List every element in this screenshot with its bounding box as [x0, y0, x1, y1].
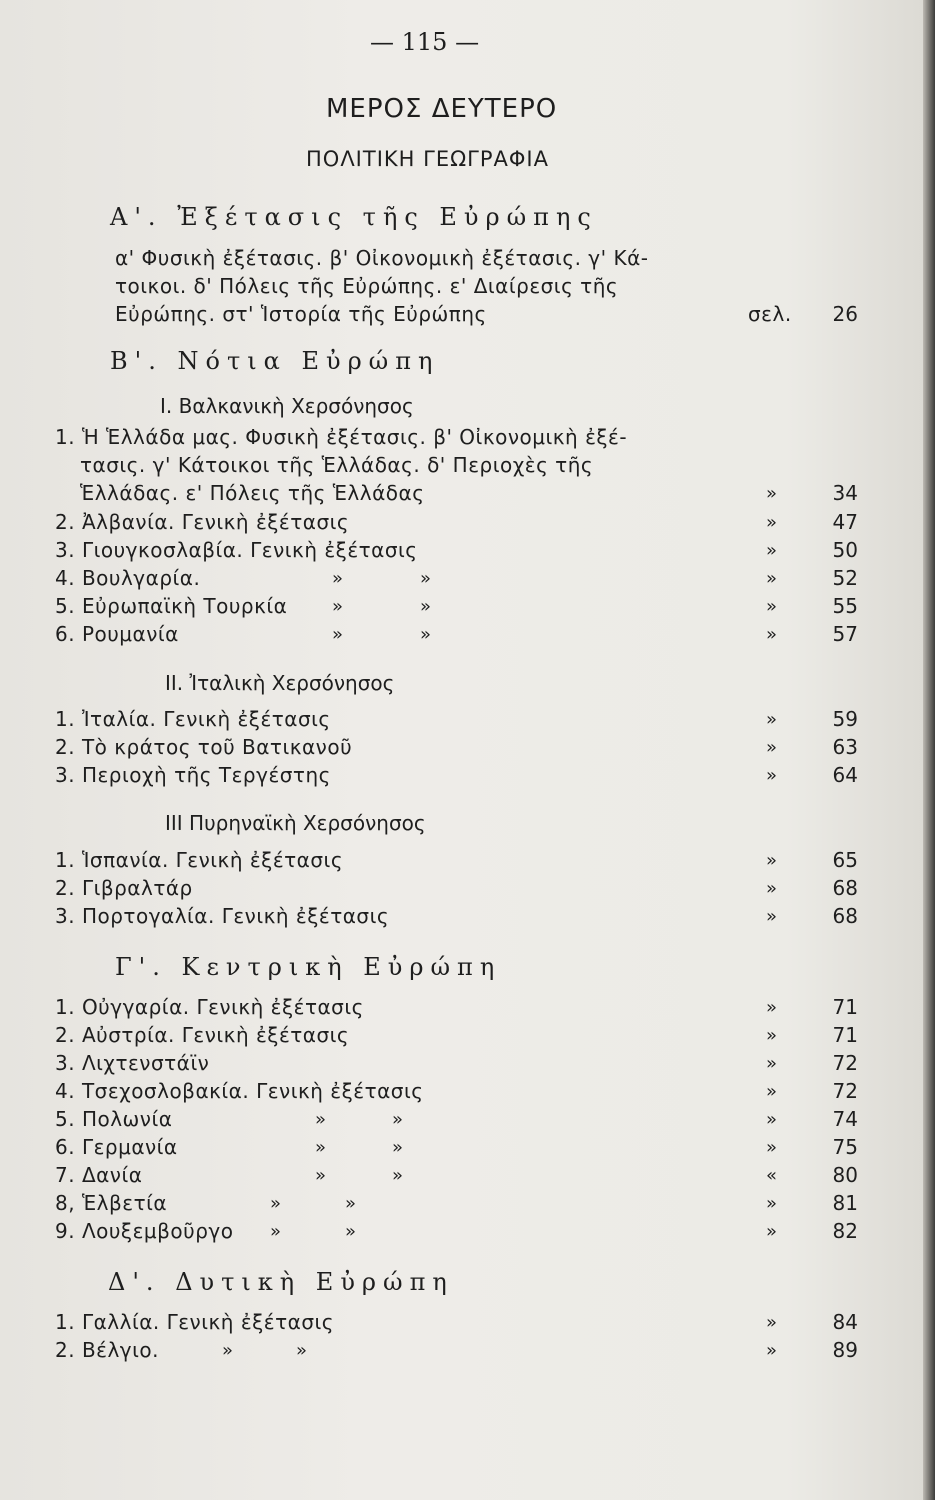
page-ref: 63: [832, 735, 858, 759]
ditto-mark: »: [420, 568, 432, 589]
page-edge-shadow: [923, 0, 935, 1500]
ditto-mark: »: [766, 997, 778, 1018]
toc-entry-text: 2. Ἀλβανία. Γενικὴ ἐξέτασις: [55, 510, 350, 534]
ditto-mark: »: [315, 1137, 327, 1158]
ditto-mark: »: [222, 1340, 234, 1361]
page-ref: 75: [832, 1135, 858, 1159]
section-b-heading: Β'. Νότια Εὐρώπη: [110, 347, 440, 375]
part-title: ΜΕΡΟΣ ΔΕΥΤΕΡΟ: [326, 94, 558, 124]
ditto-mark: »: [766, 906, 778, 927]
ditto-mark: »: [766, 1109, 778, 1130]
ditto-mark: »: [270, 1193, 282, 1214]
page-ref: 81: [832, 1191, 858, 1215]
ditto-mark: »: [315, 1165, 327, 1186]
toc-entry-text: 1. Ἱσπανία. Γενικὴ ἐξέτασις: [55, 848, 344, 872]
toc-entry-text: 5. Πολωνία: [55, 1107, 173, 1131]
ditto-mark: »: [296, 1340, 308, 1361]
page-ref: 74: [832, 1107, 858, 1131]
ditto-mark: »: [766, 1081, 778, 1102]
ditto-mark: »: [766, 1193, 778, 1214]
ditto-mark: »: [766, 483, 778, 504]
page-number: — 115 —: [370, 28, 480, 56]
ditto-mark: »: [420, 596, 432, 617]
ditto-mark: »: [332, 624, 344, 645]
toc-entry-text: τασις. γ' Κάτοικοι τῆς Ἑλλάδας. δ' Περιοχὲς τῆς: [80, 453, 594, 477]
ditto-mark: »: [766, 850, 778, 871]
toc-entry-text: 1. Ἰταλία. Γενικὴ ἐξέτασις: [55, 707, 331, 731]
section-a-line: Εὐρώπης. στ' Ἱστορία τῆς Εὐρώπης: [115, 302, 487, 326]
page-ref: 65: [832, 848, 858, 872]
ditto-mark: »: [332, 568, 344, 589]
page-ref: 68: [832, 876, 858, 900]
ditto-mark: »: [345, 1221, 357, 1242]
page-ref: 89: [832, 1338, 858, 1362]
part-subtitle: ΠΟΛΙΤΙΚΗ ΓΕΩΓΡΑΦΙΑ: [306, 147, 549, 171]
ditto-mark: »: [766, 1340, 778, 1361]
ditto-mark: »: [766, 709, 778, 730]
page-ref: 64: [832, 763, 858, 787]
ditto-mark: »: [270, 1221, 282, 1242]
section-d-heading: Δ'. Δυτικὴ Εὐρώπη: [108, 1268, 454, 1296]
section-a-line: α' Φυσικὴ ἐξέτασις. β' Οἰκονομικὴ ἐξέτασις. γ' Κά-: [115, 246, 649, 270]
page-ref: 34: [832, 481, 858, 505]
ditto-mark: «: [766, 1165, 778, 1186]
page-ref: 47: [832, 510, 858, 534]
page-ref: 55: [832, 594, 858, 618]
toc-entry-text: 1. Ἡ Ἑλλάδα μας. Φυσικὴ ἐξέτασις. β' Οἰκονομικὴ ἐξέ-: [55, 425, 628, 449]
page-ref: 71: [832, 995, 858, 1019]
ditto-mark: »: [345, 1193, 357, 1214]
ditto-mark: »: [392, 1165, 404, 1186]
ditto-mark: »: [766, 1025, 778, 1046]
toc-entry-text: 2. Γιβραλτάρ: [55, 876, 193, 900]
ditto-mark: »: [766, 765, 778, 786]
toc-entry-text: Ἑλλάδας. ε' Πόλεις τῆς Ἑλλάδας: [80, 481, 425, 505]
toc-entry-text: 4. Τσεχοσλοβακία. Γενικὴ ἐξέτασις: [55, 1079, 424, 1103]
toc-entry-text: 2. Βέλγιο.: [55, 1338, 160, 1362]
ditto-mark: »: [332, 596, 344, 617]
ditto-mark: »: [766, 568, 778, 589]
ditto-mark: »: [766, 624, 778, 645]
toc-entry-text: 7. Δανία: [55, 1163, 143, 1187]
section-c-heading: Γ'. Κεντρικὴ Εὐρώπη: [115, 953, 502, 981]
page-ref: 59: [832, 707, 858, 731]
toc-entry-text: 1. Οὐγγαρία. Γενικὴ ἐξέτασις: [55, 995, 364, 1019]
ditto-mark: »: [766, 1312, 778, 1333]
ditto-mark: »: [766, 540, 778, 561]
toc-entry-text: 6. Ρουμανία: [55, 622, 179, 646]
section-a-line: τοικοι. δ' Πόλεις τῆς Εὐρώπης. ε' Διαίρεσις τῆς: [115, 274, 619, 298]
page-ref: 50: [832, 538, 858, 562]
toc-entry-text: 5. Εὐρωπαϊκὴ Τουρκία: [55, 594, 288, 618]
toc-entry-text: 2. Αὐστρία. Γενικὴ ἐξέτασις: [55, 1023, 350, 1047]
ditto-mark: »: [392, 1109, 404, 1130]
toc-entry-text: 3. Περιοχὴ τῆς Τεργέστης: [55, 763, 331, 787]
subsection-heading: ΙΙ. Ἰταλικὴ Χερσόνησος: [165, 671, 395, 695]
toc-entry-text: 3. Λιχτενστάϊν: [55, 1051, 210, 1075]
page-ref: 72: [832, 1079, 858, 1103]
ditto-mark: »: [392, 1137, 404, 1158]
page-ref: 57: [832, 622, 858, 646]
ditto-mark: »: [766, 1053, 778, 1074]
page-label: σελ.: [748, 302, 792, 326]
page-ref: 71: [832, 1023, 858, 1047]
subsection-heading: Ι. Βαλκανικὴ Χερσόνησος: [160, 394, 414, 418]
toc-entry-text: 3. Γιουγκοσλαβία. Γενικὴ ἐξέτασις: [55, 538, 418, 562]
toc-entry-text: 3. Πορτογαλία. Γενικὴ ἐξέτασις: [55, 904, 390, 928]
page-ref: 52: [832, 566, 858, 590]
ditto-mark: »: [766, 878, 778, 899]
toc-entry-text: 2. Τὸ κράτος τοῦ Βατικανοῦ: [55, 735, 353, 759]
ditto-mark: »: [420, 624, 432, 645]
section-a-heading: Α'. Ἐξέτασις τῆς Εὐρώπης: [110, 203, 598, 231]
ditto-mark: »: [766, 512, 778, 533]
ditto-mark: »: [766, 596, 778, 617]
subsection-heading: ΙΙΙ Πυρηναϊκὴ Χερσόνησος: [165, 811, 426, 835]
page-ref: 72: [832, 1051, 858, 1075]
toc-entry-text: 4. Βουλγαρία.: [55, 566, 201, 590]
toc-entry-text: 1. Γαλλία. Γενικὴ ἐξέτασις: [55, 1310, 334, 1334]
toc-entry-text: 6. Γερμανία: [55, 1135, 178, 1159]
page-ref: 80: [832, 1163, 858, 1187]
page-ref: 26: [832, 302, 858, 326]
page-ref: 68: [832, 904, 858, 928]
page-ref: 82: [832, 1219, 858, 1243]
ditto-mark: »: [315, 1109, 327, 1130]
ditto-mark: »: [766, 1137, 778, 1158]
ditto-mark: »: [766, 1221, 778, 1242]
page-ref: 84: [832, 1310, 858, 1334]
toc-entry-text: 9. Λουξεμβοῦργο: [55, 1219, 234, 1243]
ditto-mark: »: [766, 737, 778, 758]
toc-entry-text: 8, Ἑλβετία: [55, 1191, 168, 1215]
